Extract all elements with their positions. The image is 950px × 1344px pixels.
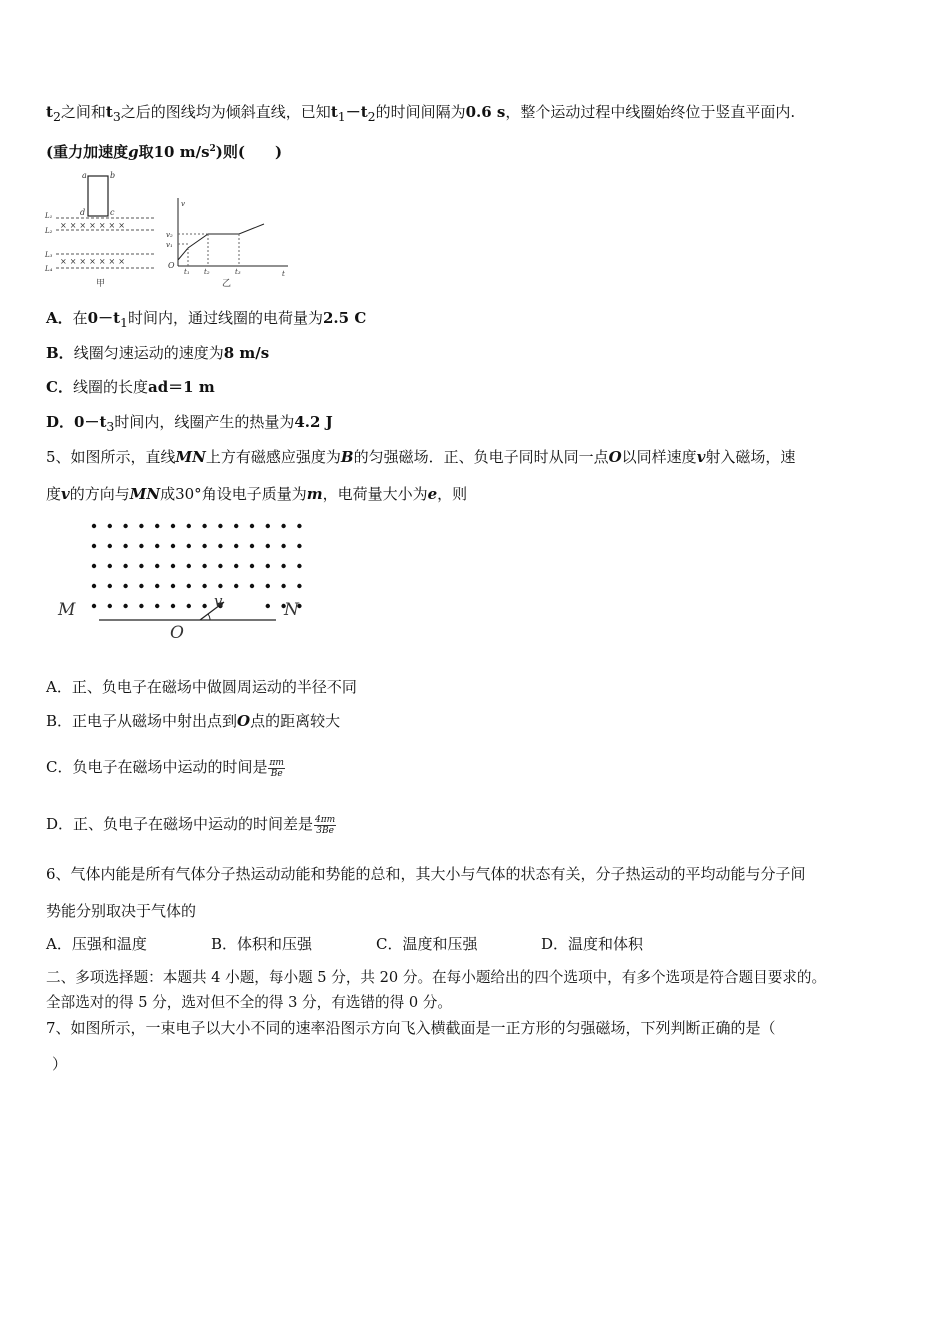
field-dot	[218, 584, 222, 588]
field-dot	[108, 524, 112, 528]
coil-rect	[88, 176, 108, 216]
field-dot	[281, 544, 285, 548]
field-dot	[187, 544, 191, 548]
field-dot	[218, 544, 222, 548]
field-dot	[281, 564, 285, 568]
section2-line1: 二、多项选择题：本题共 4 小题，每小题 5 分，共 20 分。在每小题给出的四个选项中，有多个选项是符合题目要求的。	[46, 969, 827, 986]
field-dot	[139, 584, 143, 588]
vt-curve	[178, 224, 264, 260]
field-dot	[108, 564, 112, 568]
field-dot	[139, 524, 143, 528]
field-dot	[123, 604, 127, 608]
q4-figure	[44, 168, 294, 290]
field-dot	[187, 604, 191, 608]
origin-O: O	[168, 261, 175, 270]
field-dot	[202, 544, 206, 548]
field-dot	[187, 564, 191, 568]
label-N: N	[284, 600, 299, 620]
field-dot	[266, 524, 270, 528]
field-dot	[281, 584, 285, 588]
q4-option-d: D．$0-t_3$时间内，线圈产生的热量为4.2 J	[46, 413, 333, 434]
label-jia: 甲	[96, 279, 106, 289]
fraction-pi-m-over-Be: $\frac{\pi m}{Be}$	[269, 757, 284, 779]
label-L3: L₃	[45, 251, 53, 259]
field-dot	[139, 544, 143, 548]
field-dot	[250, 584, 254, 588]
q6-options	[46, 934, 643, 954]
q5-option-d: D．正、负电子在磁场中运动的时间差是 $\frac{4\pi m}{3Be}$	[46, 814, 336, 836]
field-dot	[266, 584, 270, 588]
q6-option-d: D．温度和体积	[541, 935, 644, 953]
field-dot	[297, 584, 301, 588]
label-v1: v₁	[166, 241, 173, 249]
label-L1: L₁	[45, 212, 53, 220]
q4-option-c: C．线圈的长度ad＝1 m	[46, 378, 215, 396]
axis-label-v: v	[181, 200, 185, 208]
q6-line2: 势能分别取决于气体的	[46, 902, 197, 920]
field-dot	[250, 564, 254, 568]
q5-line2: 度v的方向与MN成30°角设电子质量为m，电荷量大小为e，则	[46, 485, 468, 503]
field-dot	[202, 524, 206, 528]
field-dot	[187, 584, 191, 588]
field-dot	[234, 564, 238, 568]
q6-option-b: B．体积和压强	[211, 935, 313, 953]
field-dot	[108, 604, 112, 608]
field-dot	[218, 524, 222, 528]
field-dot	[155, 604, 159, 608]
label-d: d	[80, 208, 86, 217]
label-c: c	[110, 208, 115, 217]
field-dot	[202, 584, 206, 588]
label-t2: t₂	[204, 268, 210, 276]
label-b: b	[110, 171, 116, 180]
vt-graph-yi	[166, 198, 288, 289]
field-dot	[266, 604, 270, 608]
section2-line2: 全部选对的得 5 分，选对但不全的得 3 分，有选错的得 0 分。	[46, 994, 452, 1011]
field-dot	[123, 544, 127, 548]
field-dot	[297, 544, 301, 548]
field-dot	[92, 524, 96, 528]
label-M: M	[58, 600, 76, 620]
q4-intro-line2: (重力加速度g取10 $m/s^2$)则( )	[46, 143, 283, 161]
field-dot	[202, 604, 206, 608]
field-crosses-bottom: ×××××××	[60, 257, 128, 266]
label-L4: L₄	[45, 265, 53, 273]
field-dot	[108, 584, 112, 588]
field-dot	[250, 524, 254, 528]
q5-option-b: B．正电子从磁场中射出点到O点的距离较大	[46, 712, 341, 730]
field-dot	[123, 564, 127, 568]
label-v2: v₂	[166, 231, 173, 239]
q5-figure	[54, 514, 310, 646]
label-a: a	[82, 171, 87, 180]
q5-line1: 5、如图所示，直线MN上方有磁感应强度为B的匀强磁场．正、负电子同时从同一点O以同样速度v射入磁场，速	[46, 448, 796, 466]
q5-option-c: C．负电子在磁场中运动的时间是 $\frac{\pi m}{Be}$	[46, 757, 284, 779]
q6-option-a: A．压强和温度	[46, 935, 147, 953]
label-L2: L₂	[45, 227, 53, 235]
field-dot	[234, 584, 238, 588]
field-dot	[202, 564, 206, 568]
coil-diagram-jia	[44, 171, 156, 289]
q6-line1: 6、气体内能是所有气体分子热运动动能和势能的总和，其大小与气体的状态有关，分子热运动的平均动能与分子间	[46, 865, 806, 883]
field-dot	[155, 524, 159, 528]
label-O: O	[170, 623, 184, 643]
field-dot	[171, 564, 175, 568]
field-dot	[218, 564, 222, 568]
field-dot	[266, 564, 270, 568]
q7-line1: 7、如图所示，一束电子以大小不同的速率沿图示方向飞入横截面是一正方形的匀强磁场，下列判断正确的是（	[46, 1019, 776, 1037]
magnetic-field-dots	[92, 524, 302, 608]
field-dot	[171, 524, 175, 528]
field-dot	[266, 544, 270, 548]
angle-arc	[208, 614, 210, 620]
fraction-4pi-m-over-3Be: $\frac{4\pi m}{3Be}$	[315, 814, 336, 836]
field-dot	[92, 584, 96, 588]
q5-option-a: A．正、负电子在磁场中做圆周运动的半径不同	[46, 678, 357, 696]
field-dot	[281, 524, 285, 528]
field-dot	[234, 524, 238, 528]
q4-intro-line1: $t_2$之间和$t_3$之后的图线均为倾斜直线，已知$t_1-t_2$的时间间隔为0.6 s，整个运动过程中线圈始终位于竖直平面内.	[46, 103, 796, 124]
axis-label-t: t	[282, 270, 285, 278]
field-dot	[234, 544, 238, 548]
field-dot	[92, 564, 96, 568]
q6-option-c: C．温度和压强	[376, 935, 478, 953]
field-dot	[92, 604, 96, 608]
field-dot	[187, 524, 191, 528]
field-dot	[171, 584, 175, 588]
field-crosses-top: ×××××××	[60, 221, 128, 230]
field-dot	[171, 544, 175, 548]
field-dot	[171, 604, 175, 608]
field-dot	[123, 584, 127, 588]
field-dot	[155, 564, 159, 568]
field-dot	[297, 564, 301, 568]
field-dot	[139, 604, 143, 608]
field-dot	[250, 544, 254, 548]
q4-option-b: B．线圈匀速运动的速度为8 m/s	[46, 344, 270, 362]
field-dot	[123, 524, 127, 528]
label-yi: 乙	[222, 279, 232, 289]
field-dot	[155, 544, 159, 548]
field-dot	[108, 544, 112, 548]
field-dot	[92, 544, 96, 548]
q7-line2: ）	[52, 1055, 68, 1073]
field-dot	[139, 564, 143, 568]
field-dot	[155, 584, 159, 588]
label-t1: t₁	[184, 268, 190, 276]
field-dot	[297, 524, 301, 528]
q4-option-a: A．在$0-t_1$时间内，通过线圈的电荷量为2.5 C	[46, 309, 367, 330]
label-t3: t₃	[235, 268, 241, 276]
label-v: v	[214, 592, 223, 610]
